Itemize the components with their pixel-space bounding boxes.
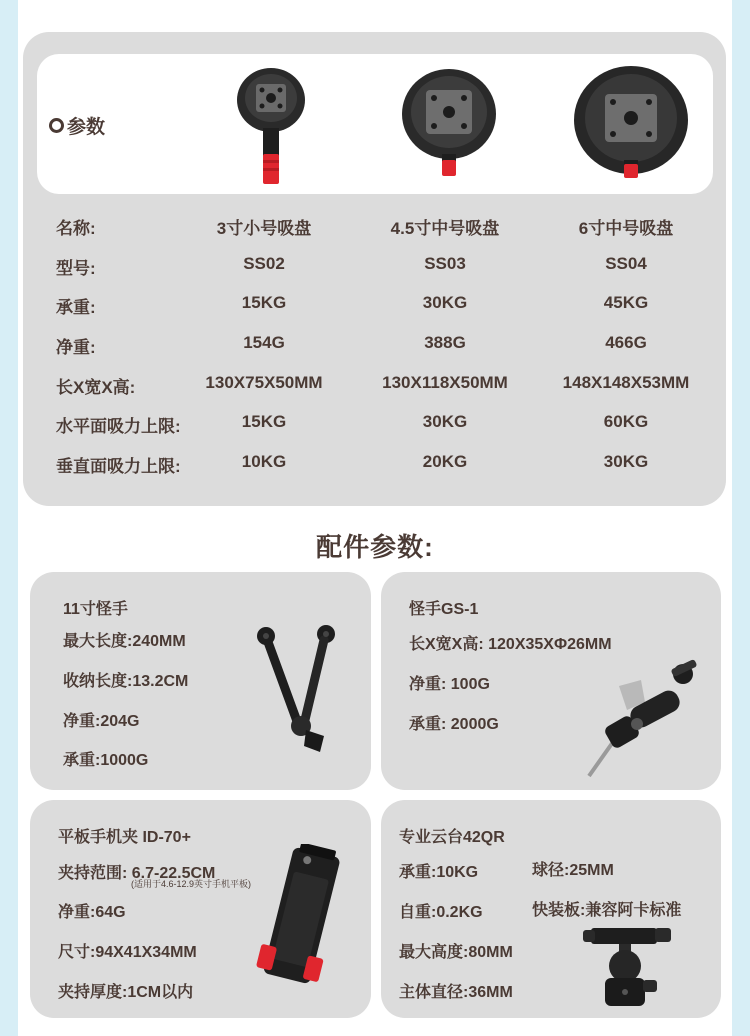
accessory-name: 专业云台42QR <box>399 829 505 846</box>
accessory-card-magic-arm <box>30 572 371 790</box>
accessories-title: 配件参数: <box>316 532 434 562</box>
accessory-spec: 最大长度:240MM <box>63 633 186 650</box>
spec-value-ss04: 60KG <box>603 412 649 431</box>
spec-value-ss04: 466G <box>605 333 647 352</box>
spec-row-weight <box>23 329 726 359</box>
spec-panel <box>23 32 726 506</box>
accessory-spec: 夹持范围: 6.7-22.5CM <box>58 865 216 882</box>
accessory-spec: 收纳长度:13.2CM <box>63 673 189 690</box>
spec-row-model <box>23 250 726 280</box>
spec-value-ss02: 154G <box>243 333 285 352</box>
accessory-spec: 夹持厚度:1CM以内 <box>58 984 194 1001</box>
accessory-spec: 主体直径:36MM <box>399 984 513 1001</box>
magic-arm-image <box>254 624 340 754</box>
spec-section-tag <box>49 112 105 139</box>
accessory-spec: 承重:1000G <box>63 752 149 769</box>
spec-value-ss03: 30KG <box>422 293 468 312</box>
spec-value-ss03: SS03 <box>424 254 466 273</box>
spec-label: 净重: <box>56 338 96 357</box>
accessory-spec: 净重: 100G <box>409 676 490 693</box>
accessory-spec: 快装板:兼容阿卡标准 <box>532 902 682 919</box>
gs1-arm-image <box>579 658 709 782</box>
accessory-spec: 净重:204G <box>63 713 140 730</box>
spec-value-ss02: 3寸小号吸盘 <box>216 219 312 238</box>
suction-cup-small-image <box>235 66 307 188</box>
spec-value-ss04: 148X148X53MM <box>562 373 690 392</box>
spec-row-dimensions <box>23 369 726 399</box>
accessory-name: 怪手GS-1 <box>409 601 479 618</box>
accessory-name: 11寸怪手 <box>63 601 128 618</box>
spec-value-ss03: 30KG <box>422 412 468 431</box>
spec-value-ss04: SS04 <box>605 254 647 273</box>
spec-value-ss02: 15KG <box>241 293 287 312</box>
spec-value-ss03: 20KG <box>422 452 468 471</box>
spec-section-tag-label: 参数 <box>67 117 106 138</box>
accessory-card-ballhead <box>381 800 721 1018</box>
spec-label: 名称: <box>56 219 96 238</box>
spec-value-ss03: 130X118X50MM <box>382 373 508 392</box>
accessory-spec: 长X宽X高: 120X35XΦ26MM <box>409 636 612 653</box>
spec-label: 型号: <box>56 259 96 278</box>
spec-row-vertical-suction <box>23 448 726 478</box>
product-image-card <box>37 54 713 194</box>
spec-row-horizontal-suction <box>23 408 726 438</box>
accessory-spec: 最大高度:80MM <box>399 944 513 961</box>
spec-label: 承重: <box>56 298 96 317</box>
spec-label: 水平面吸力上限: <box>56 417 181 436</box>
spec-value-ss02: 15KG <box>241 412 287 431</box>
accessory-note: (适用于4.6-12.9英寸手机平板) <box>131 879 252 889</box>
ring-bullet-icon <box>49 118 64 133</box>
accessory-card-gs1 <box>381 572 721 790</box>
phone-clamp-image <box>250 844 350 984</box>
spec-label: 垂直面吸力上限: <box>56 457 181 476</box>
suction-cup-medium-image <box>400 66 498 178</box>
spec-label: 长X宽X高: <box>56 378 136 397</box>
spec-value-ss04: 45KG <box>603 293 649 312</box>
accessory-name: 平板手机夹 ID-70+ <box>58 829 191 846</box>
spec-value-ss04: 30KG <box>603 452 649 471</box>
accessory-card-phone-clamp <box>30 800 371 1018</box>
spec-value-ss02: 10KG <box>241 452 287 471</box>
accessory-spec: 球径:25MM <box>532 862 614 879</box>
accessory-spec: 自重:0.2KG <box>399 904 483 921</box>
accessory-spec: 净重:64G <box>58 904 126 921</box>
suction-cup-large-image <box>571 64 691 180</box>
spec-value-ss02: SS02 <box>243 254 285 273</box>
accessory-spec: 承重:10KG <box>399 864 479 881</box>
spec-value-ss03: 4.5寸中号吸盘 <box>390 219 500 238</box>
spec-row-load <box>23 289 726 319</box>
spec-value-ss03: 388G <box>424 333 466 352</box>
spec-value-ss02: 130X75X50MM <box>205 373 323 392</box>
accessory-spec: 尺寸:94X41X34MM <box>58 944 197 961</box>
spec-row-name <box>23 210 726 240</box>
accessory-spec: 承重: 2000G <box>409 716 499 733</box>
ballhead-image <box>581 922 675 1012</box>
spec-value-ss04: 6寸中号吸盘 <box>578 219 674 238</box>
